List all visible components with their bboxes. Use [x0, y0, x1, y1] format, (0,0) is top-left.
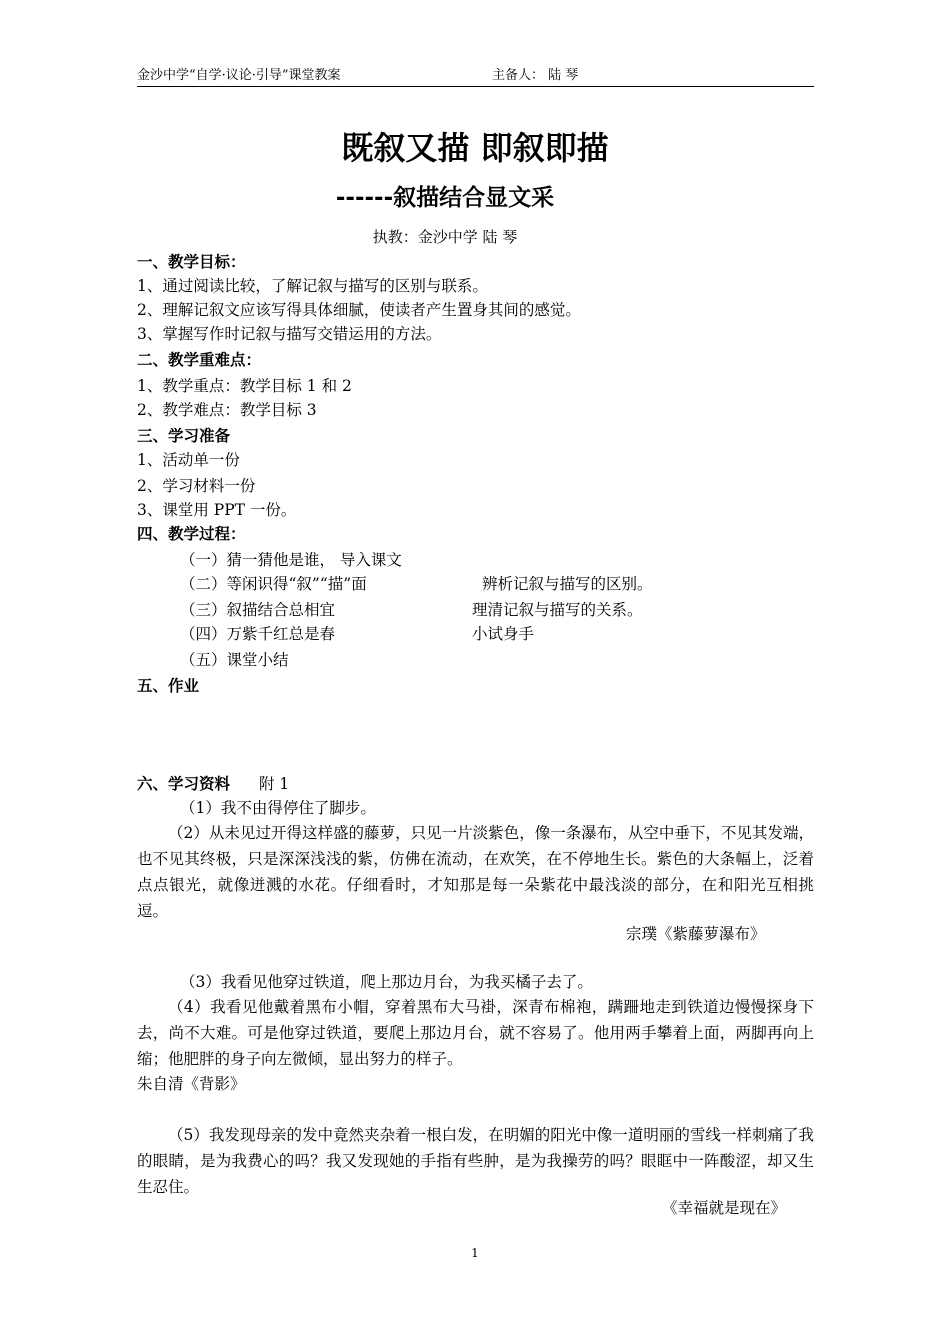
document-title: 既叙又描 即叙即描: [341, 129, 609, 167]
section-heading-keypoints: 二、教学重难点：: [137, 351, 262, 369]
process-step-note: 理清记叙与描写的关系。: [472, 601, 643, 619]
goal-item: 3、掌握写作时记叙与描写交错运用的方法。: [137, 325, 442, 343]
header-author: 主备人： 陆 琴: [492, 68, 579, 83]
page-number: 1: [471, 1246, 479, 1260]
process-step-note: 辨析记叙与描写的区别。: [482, 575, 653, 593]
process-step: （五）课堂小结: [180, 651, 289, 669]
material-paragraph: （5）我发现母亲的发中竟然夹杂着一根白发，在明媚的阳光中像一道明丽的雪线一样刺痛了我的眼睛，是为我费心的吗？我又发现她的手指有些肿，是为我操劳的吗？眼眶中一阵酸涩，却又生生忍住。: [137, 1126, 814, 1196]
section-heading-preparation: 三、学习准备: [137, 427, 231, 445]
material-source: 《幸福就是现在》: [662, 1199, 787, 1217]
page-header: [137, 66, 814, 87]
prep-item: 1、活动单一份: [137, 451, 240, 469]
process-step: [180, 622, 535, 646]
byline: 执教：金沙中学 陆 琴: [372, 228, 518, 246]
process-step-title: （三）叙描结合总相宜: [180, 601, 336, 619]
section-materials-line: [137, 772, 289, 796]
document-subtitle: ------叙描结合显文采: [335, 185, 555, 211]
process-step: [180, 572, 653, 596]
material-paragraph: （3）我看见他穿过铁道，爬上那边月台，为我买橘子去了。: [180, 973, 593, 991]
material-paragraph: （2）从未见过开得这样盛的藤萝，只见一片淡紫色，像一条瀑布，从空中垂下，不见其发端，也不见其终极，只是深深浅浅的紫，仿佛在流动，在欢笑，在不停地生长。紫色的大条幅上，泛着点点银光，就像迸溅的水花。仔细看时，才知那是每一朵紫花中最浅淡的部分，在和阳光互相挑逗。: [137, 824, 814, 920]
process-step: [180, 598, 643, 622]
section-heading-homework: 五、作业: [137, 677, 200, 695]
goal-item: 1、通过阅读比较，了解记叙与描写的区别与联系。: [137, 277, 488, 295]
process-step-title: （二）等闲识得“叙”“描”面: [180, 575, 367, 593]
section-heading-process: 四、教学过程：: [137, 525, 246, 543]
keypoint-item: 2、教学难点：教学目标 3: [137, 401, 317, 419]
process-step-title: （四）万紫千红总是春: [180, 625, 336, 643]
header-school: 金沙中学“自学·议论·引导”课堂教案: [137, 68, 341, 83]
appendix-label: 附 1: [258, 775, 290, 793]
process-step-note: 小试身手: [472, 625, 535, 643]
prep-item: 3、课堂用 PPT 一份。: [137, 501, 297, 519]
process-step: （一）猜一猜他是谁， 导入课文: [180, 551, 402, 569]
material-paragraph: （4）我看见他戴着黑布小帽，穿着黑布大马褂，深青布棉袍，蹒跚地走到铁道边慢慢探身下去，尚不大难。可是他穿过铁道，要爬上那边月台，就不容易了。他用两手攀着上面，两脚再向上缩；他肥胖的身子向左微倾，显出努力的样子。: [137, 998, 814, 1068]
section-heading-materials: 六、学习资料: [137, 775, 231, 793]
keypoint-item: 1、教学重点：教学目标 1 和 2: [137, 377, 352, 395]
goal-item: 2、理解记叙文应该写得具体细腻，使读者产生置身其间的感觉。: [137, 301, 581, 319]
material-source: 宗璞《紫藤萝瀑布》: [626, 925, 766, 943]
material-source: 朱自清《背影》: [137, 1075, 246, 1093]
prep-item: 2、学习材料一份: [137, 477, 256, 495]
material-paragraph: （1）我不由得停住了脚步。: [180, 799, 376, 817]
section-heading-goals: 一、教学目标：: [137, 253, 246, 271]
